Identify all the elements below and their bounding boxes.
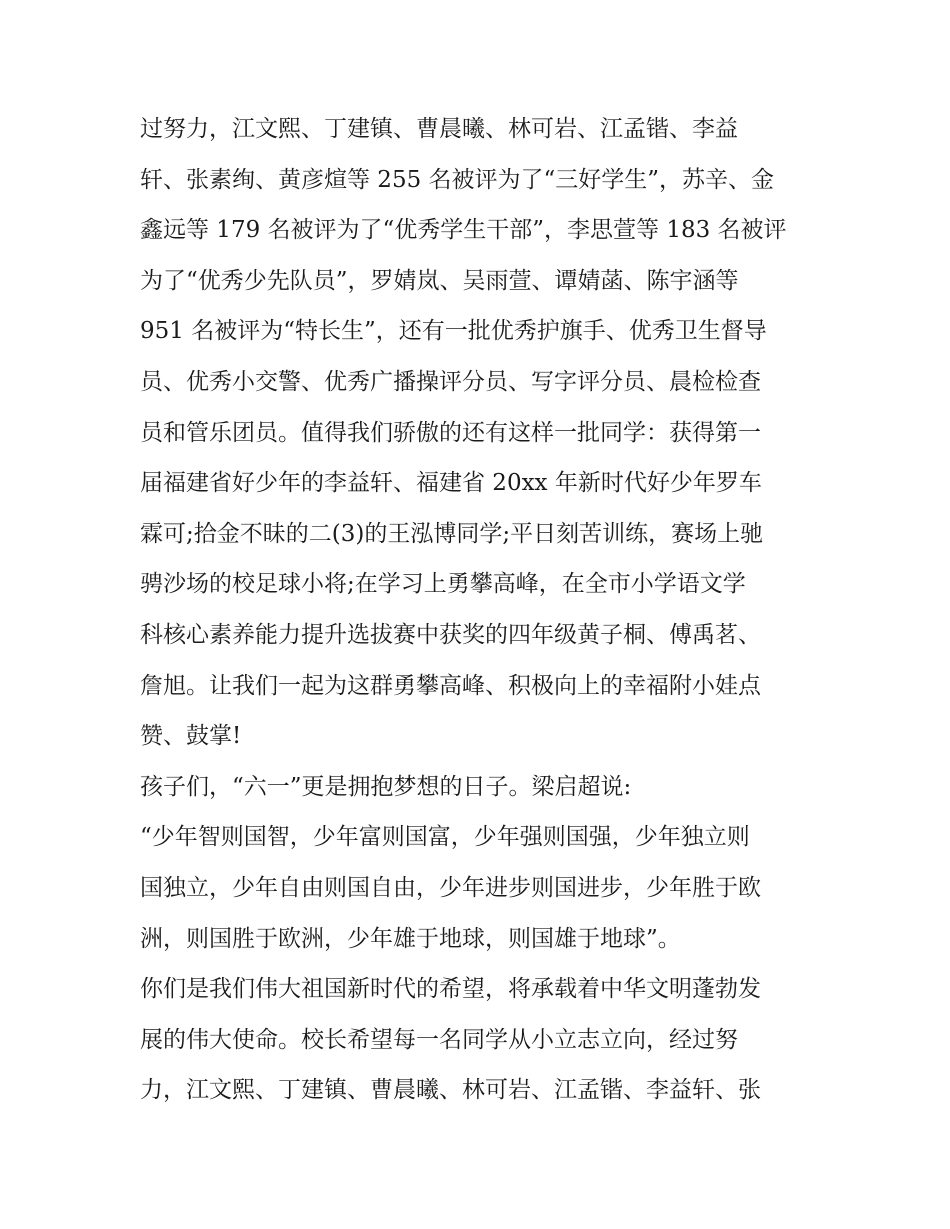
text-line: 员和管乐团员。值得我们骄傲的还有这样一批同学：获得第一 <box>140 419 761 446</box>
text-line: 届福建省好少年的李益轩、福建省 20xx 年新时代好少年罗车 <box>140 470 762 497</box>
text-line: “少年智则国智，少年富则国富，少年强则国强，少年独立则 <box>140 824 750 851</box>
text-line: 国独立，少年自由则国自由，少年进步则国进步，少年胜于欧 <box>140 874 761 901</box>
text-line: 为了“优秀少先队员”，罗婧岚、吴雨萱、谭婧菡、陈宇涵等 <box>140 267 739 294</box>
text-line: 科核心素养能力提升选拔赛中获奖的四年级黄子桐、傅禹茗、 <box>140 621 761 648</box>
text-line: 骋沙场的校足球小将;在学习上勇攀高峰，在全市小学语文学 <box>140 571 746 598</box>
text-line: 力，江文熙、丁建镇、曹晨曦、林可岩、江孟锴、李益轩、张 <box>140 1077 761 1104</box>
text-line: 鑫远等 179 名被评为了“优秀学生干部”，李思萱等 183 名被评 <box>140 217 787 244</box>
text-line: 过努力，江文熙、丁建镇、曹晨曦、林可岩、江孟锴、李益 <box>140 116 738 142</box>
text-line: 洲，则国胜于欧洲，少年雄于地球，则国雄于地球”。 <box>140 925 681 952</box>
text-line: 展的伟大使命。校长希望每一名同学从小立志立向，经过努 <box>140 1026 738 1053</box>
text-line: 赞、鼓掌! <box>140 723 242 750</box>
text-line: 员、优秀小交警、优秀广播操评分员、写字评分员、晨检检查 <box>140 368 761 395</box>
text-line: 詹旭。让我们一起为这群勇攀高峰、积极向上的幸福附小娃点 <box>140 672 761 699</box>
text-line: 霖可;拾金不昧的二(3)的王泓博同学;平日刻苦训练，赛场上驰 <box>140 520 764 547</box>
text-line: 轩、张素绚、黄彦煊等 255 名被评为了“三好学生”，苏辛、金 <box>140 166 775 193</box>
text-line: 951 名被评为“特长生”，还有一批优秀护旗手、优秀卫生督导 <box>140 318 767 345</box>
text-line: 孩子们，“六一”更是拥抱梦想的日子。梁启超说: <box>140 773 632 800</box>
document-body <box>140 104 830 1116</box>
text-line: 你们是我们伟大祖国新时代的希望，将承载着中华文明蓬勃发 <box>140 976 761 1003</box>
